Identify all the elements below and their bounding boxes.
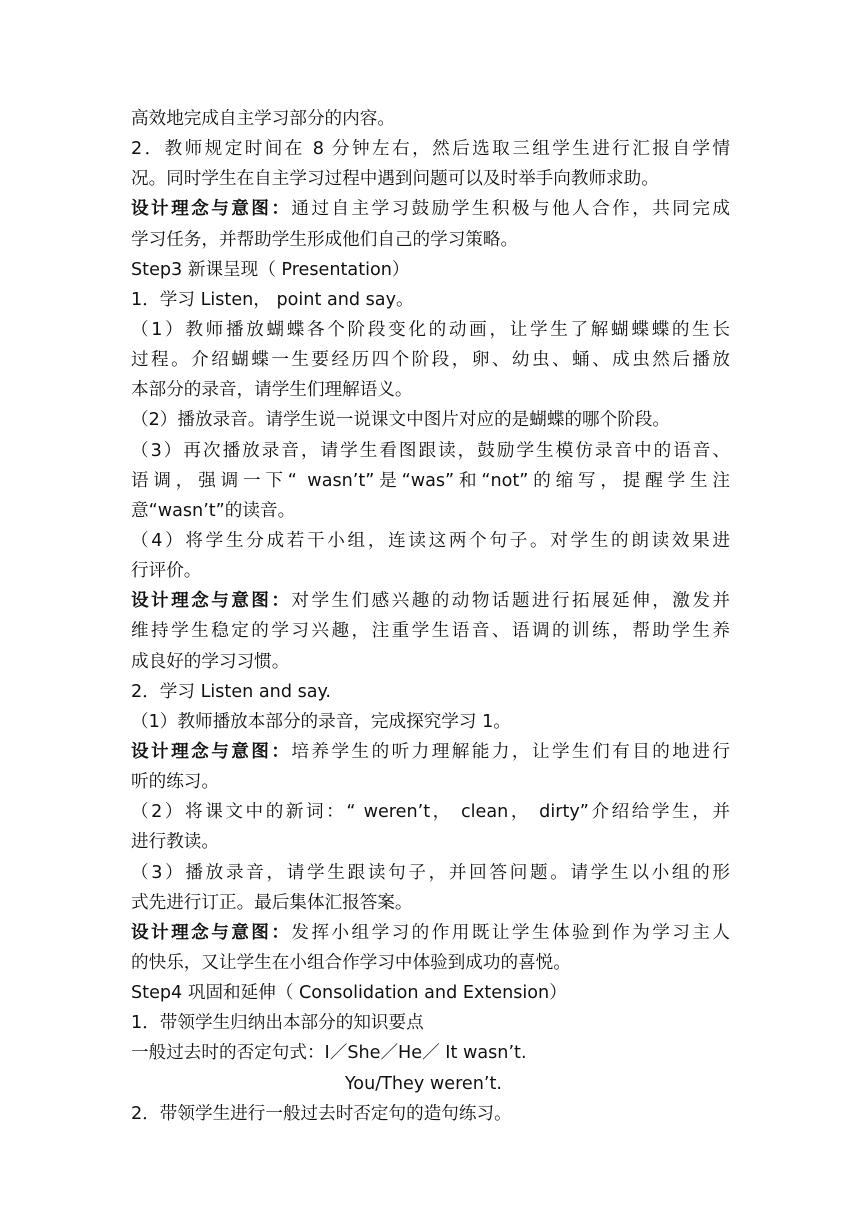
text-line: [131, 858, 730, 888]
line-text: （1）教师播放本部分的录音，完成探究学习 1。: [131, 711, 511, 732]
line-text: （2）播放录音。请学生说一说课文中图片对应的是蝴蝶的哪个阶段。: [131, 410, 671, 431]
text-line: [131, 315, 730, 345]
line-text: （3）再次播放录音，请学生看图跟读，鼓励学生模仿录音中的语音、: [131, 440, 730, 461]
text-line: [131, 616, 730, 646]
text-line: [131, 255, 730, 285]
text-line: [131, 827, 730, 857]
line-text: 成良好的学习习惯。: [131, 651, 290, 672]
text-line: [131, 1008, 730, 1038]
text-line: [131, 677, 730, 707]
line-text: 发挥小组学习的作用既让学生体验到作为学习主人: [291, 922, 730, 943]
line-text: 过程。介绍蝴蝶一生要经历四个阶段，卵、幼虫、蛹、成虫然后播放: [131, 350, 730, 371]
line-text: 的快乐，又让学生在小组合作学习中体验到成功的喜悦。: [131, 952, 571, 973]
bold-heading: 设计理念与意图：: [131, 922, 292, 943]
text-line: [131, 556, 730, 586]
text-line: [131, 405, 730, 435]
text-line: [131, 1038, 730, 1068]
text-line: [131, 285, 730, 315]
text-line: [131, 797, 730, 827]
line-text: 维持学生稳定的学习兴趣，注重学生语音、语调的训练，帮助学生养: [131, 621, 730, 642]
text-line: [131, 888, 730, 918]
line-text: 式先进行订正。最后集体汇报答案。: [131, 892, 413, 913]
line-text: 1．学习 Listen， point and say。: [131, 289, 414, 310]
text-line: [131, 436, 730, 466]
text-line: [131, 225, 730, 255]
text-line: [131, 134, 730, 164]
line-text: 况。同时学生在自主学习过程中遇到问题可以及时举手向教师求助。: [131, 169, 659, 190]
text-line: [131, 526, 730, 556]
document-body: [131, 104, 730, 1129]
text-line: [131, 586, 730, 616]
text-line: [131, 1069, 730, 1099]
text-line: [131, 194, 730, 224]
text-line: [131, 918, 730, 948]
line-text: 听的练习。: [131, 772, 219, 793]
line-text: Step3 新课呈现（ Presentation）: [131, 259, 410, 280]
text-line: [131, 375, 730, 405]
line-text: 2．学习 Listen and say.: [131, 681, 332, 702]
text-line: [131, 948, 730, 978]
text-line: [131, 104, 730, 134]
line-text: 2．带领学生进行一般过去时否定句的造句练习。: [131, 1103, 512, 1124]
text-line: [131, 707, 730, 737]
line-text: （3）播放录音，请学生跟读句子，并回答问题。请学生以小组的形: [131, 862, 730, 883]
line-text: （4）将学生分成若干小组，连读这两个句子。对学生的朗读效果进: [131, 530, 730, 551]
line-text: 语调，强调一下“ wasn’t”是“was”和“not”的缩写，提醒学生注: [131, 470, 730, 491]
line-text: （1）教师播放蝴蝶各个阶段变化的动画，让学生了解蝴蝶蝶的生长: [131, 319, 730, 340]
line-text: You/They weren’t.: [344, 1073, 502, 1094]
line-text: 对学生们感兴趣的动物话题进行拓展延伸，激发并: [291, 591, 730, 612]
line-text: 本部分的录音，请学生们理解语义。: [131, 380, 413, 401]
text-line: [131, 345, 730, 375]
line-text: 学习任务，并帮助学生形成他们自己的学习策略。: [131, 229, 519, 250]
text-line: [131, 978, 730, 1008]
line-text: 高效地完成自主学习部分的内容。: [131, 109, 395, 129]
line-text: 1．带领学生归纳出本部分的知识要点: [131, 1013, 424, 1034]
bold-heading: 设计理念与意图：: [131, 741, 292, 762]
text-line: [131, 737, 730, 767]
line-text: 2．教师规定时间在 8 分钟左右，然后选取三组学生进行汇报自学情: [131, 139, 730, 160]
line-text: 一般过去时的否定句式：I／She／He／ It wasn’t.: [131, 1043, 527, 1064]
text-line: [131, 767, 730, 797]
text-line: [131, 647, 730, 677]
line-text: Step4 巩固和延伸（ Consolidation and Extension）: [131, 983, 567, 1004]
text-line: [131, 466, 730, 496]
bold-heading: 设计理念与意图：: [131, 199, 292, 220]
line-text: 培养学生的听力理解能力，让学生们有目的地进行: [291, 741, 730, 762]
line-text: 进行教读。: [131, 832, 219, 853]
bold-heading: 设计理念与意图：: [131, 591, 292, 612]
text-line: [131, 1099, 730, 1129]
text-line: [131, 164, 730, 194]
line-text: 通过自主学习鼓励学生积极与他人合作，共同完成: [291, 199, 730, 220]
line-text: 行评价。: [131, 561, 202, 582]
line-text: 意“wasn’t”的读音。: [131, 500, 296, 521]
text-line: [131, 496, 730, 526]
line-text: （2）将课文中的新词：“ weren’t， clean， dirty”介绍给学生，并: [131, 802, 730, 823]
